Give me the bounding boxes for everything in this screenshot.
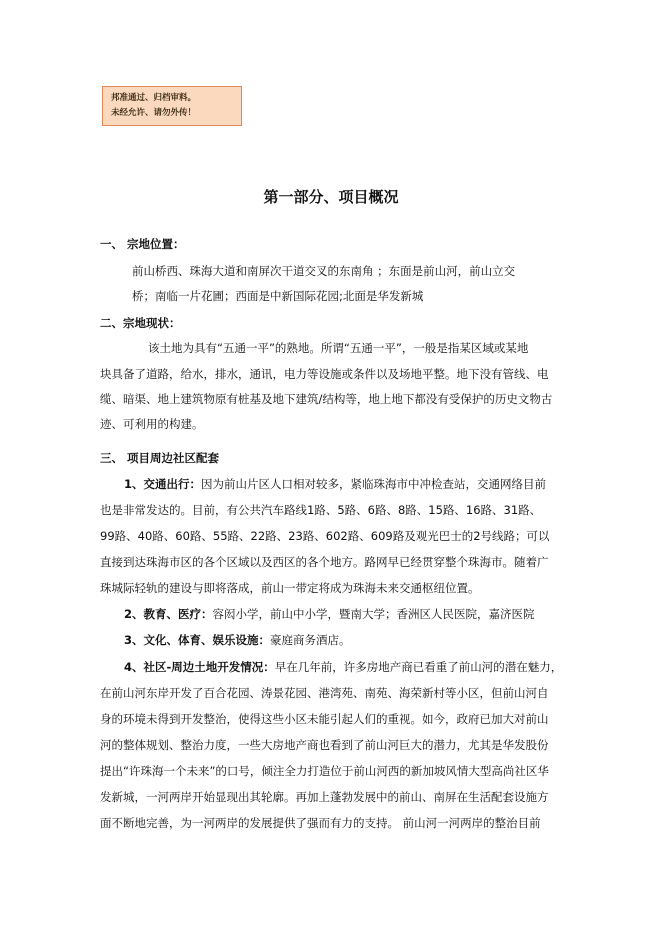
item4-line-2: 在前山河东岸开发了百合花园、涛景花园、港湾苑、南苑、海荣新村等小区，但前山河自	[100, 686, 549, 700]
item1-line-5: 珠城际轻轨的建设与即将落成，前山一带定将成为珠海未来交通枢纽位置。	[100, 581, 480, 595]
item1-line-2: 也是非常发达的。目前，有公共汽车路线1路、5路、6路、8路、15路、16路、31路、	[100, 503, 542, 517]
item1-line-3: 99路、40路、60路、55路、22路、23路、602路、609路及观光巴士的2号线路；可以	[100, 529, 550, 543]
item4-line-5: 提出“许珠海一个未来”的口号，倾注全力打造位于前山河西的新加坡风情大型高尚社区华	[100, 764, 549, 778]
item3-text: 豪庭商务酒店。	[270, 633, 351, 647]
item1-text: 因为前山片区人口相对较多，紧临珠海市中冲检查站，交通网络目前	[201, 477, 547, 491]
item4-line-7: 面不断地完善，为一河两岸的发展提供了强而有力的支持。 前山河一河两岸的整治目前	[100, 816, 541, 830]
item1-line-4: 直接到达珠海市区的各个区域以及西区的各个地方。路网早已经贯穿整个珠海市。随着广	[100, 555, 549, 569]
section1-heading: 一、 宗地位置：	[100, 237, 185, 251]
item1-label: 1、交通出行：	[124, 477, 202, 491]
item4-line-6: 发新城，一河两岸开始显现出其轮廓。再加上蓬勃发展中的前山、南屏在生活配套设施方	[100, 790, 549, 804]
section1-line-1: 前山桥西、珠海大道和南屏次干道交叉的东南角 ；东面是前山河，前山立交	[132, 264, 516, 278]
item2-label: 2、教育、医疗：	[124, 607, 213, 621]
page-title: 第一部分、项目概况	[263, 188, 399, 206]
section2-line-2: 块具备了道路，给水，排水，通讯，电力等设施或条件以及场地平整。地下没有管线、电	[100, 367, 549, 381]
item4-line-3: 身的环境未得到开发整治，使得这些小区未能引起人们的重视。如今，政府已加大对前山	[100, 712, 549, 726]
item1-line-1	[124, 476, 546, 492]
section2-line-4: 迹、可利用的构建。	[100, 417, 204, 431]
confidential-stamp	[102, 86, 242, 126]
stamp-line-1: 邦准通过、归档审料。	[111, 93, 197, 103]
item4-line-4: 河的整体规划、整治力度，一些大房地产商也看到了前山河巨大的潜力，尤其是华发股份	[100, 738, 549, 752]
item4-text: 早在几年前，许多房地产商已看重了前山河的潜在魅力，	[274, 660, 563, 674]
section3-heading: 三、 项目周边社区配套	[100, 451, 220, 465]
section2-line-3: 缆、暗渠、地上建筑物原有桩基及地下建筑/结构等，地上地下都没有受保护的历史文物古	[100, 392, 553, 406]
item3-line	[124, 632, 351, 648]
item4-line-1	[124, 659, 562, 675]
section1-line-2: 桥；南临一片花圃；西面是中新国际花园;北面是华发新城	[132, 289, 424, 303]
section2-heading: 二、宗地现状：	[100, 316, 181, 330]
item2-text: 容闳小学，前山中小学，暨南大学；香洲区人民医院，嘉济医院	[212, 607, 535, 621]
item3-label: 3、文化、体育、娱乐设施：	[124, 633, 271, 647]
section2-line-1: 该土地为具有“五通一平”的熟地。所谓“五通一平”，一般是指某区域或某地	[148, 341, 529, 355]
item4-label: 4、社区-周边土地开发情况：	[124, 660, 275, 674]
item2-line	[124, 606, 535, 622]
stamp-line-2: 未经允许、请勿外传！	[111, 108, 197, 118]
